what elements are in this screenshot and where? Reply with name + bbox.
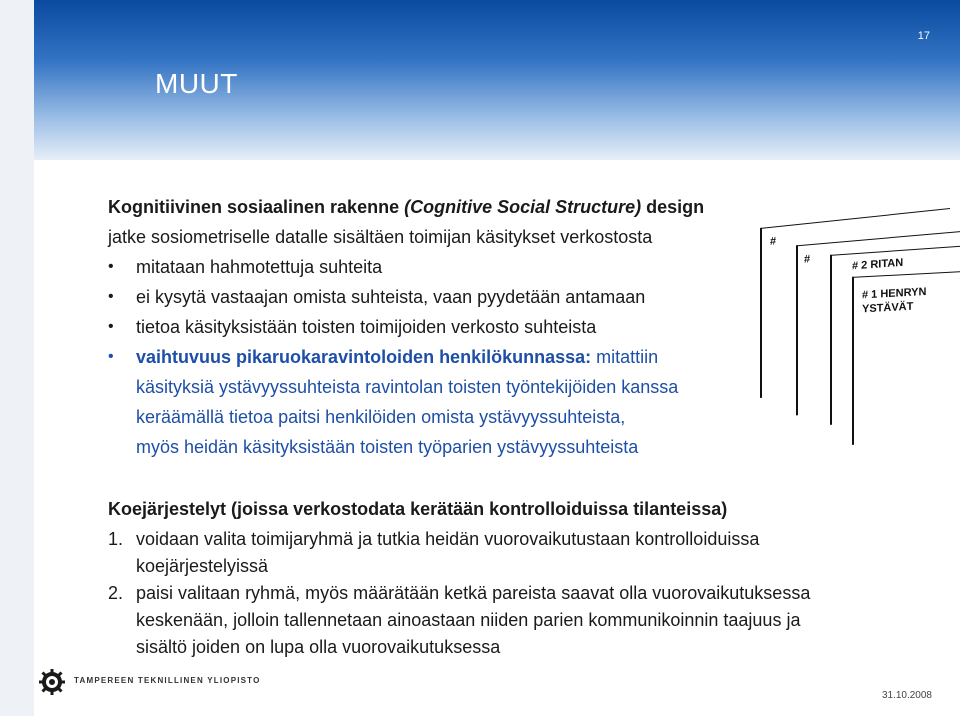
section-experiments: [108, 496, 948, 661]
bullet4-line: keräämällä tietoa paitsi henkilöiden omista ystävyyssuhteista,: [136, 407, 626, 427]
section1-heading: Kognitiivinen sosiaalinen rakenne (Cognitive Social Structure) design: [108, 197, 705, 217]
list-item: 2. paisi valitaan ryhmä, myös määrätään ketkä pareista saavat olla vuorovaikutuksessa keskenään, jolloin tallennetaan ainoastaan niiden parien kommunikoinnin taajuus ja sisältö joiden on lupa olla vuorovaikutuksessa: [108, 583, 811, 657]
card-henryn: # 1 HENRYN YSTÄVÄT: [852, 271, 960, 445]
bullet4-line: käsityksiä ystävyyssuhteista ravintolan toisten työntekijöiden kanssa: [136, 377, 679, 397]
section1-intro: jatke sosiometriselle datalle sisältäen toimijan käsitykset verkostosta: [108, 227, 653, 247]
gear-logo-icon: [38, 668, 66, 696]
stacked-cards-diagram: [760, 210, 960, 450]
card-ritan: # 2 RITAN: [830, 245, 960, 425]
bullet4-line: myös heidän käsityksistään toisten työparien ystävyyssuhteista: [136, 437, 639, 457]
card-back: #: [760, 208, 950, 398]
list-item: • mitataan hahmotettuja suhteita: [108, 252, 788, 282]
page-number: 17: [917, 30, 930, 42]
section2-heading: Koejärjestelyt (joissa verkostodata kerätään kontrolloiduissa tilanteissa): [108, 499, 728, 519]
bullet-icon: •: [108, 348, 114, 365]
list-item: • ei kysytä vastaajan omista suhteista, vaan pyydetään antamaan: [108, 282, 788, 312]
left-strip: [0, 0, 34, 716]
bullet-icon: •: [108, 288, 114, 305]
section-cognitive-structure: [108, 192, 788, 462]
bullet-icon: •: [108, 258, 114, 275]
university-name: TAMPEREEN TEKNILLINEN YLIOPISTO: [74, 676, 261, 685]
list-item: • vaihtuvuus pikaruokaravintoloiden henkilökunnassa: mitattiin: [108, 342, 788, 372]
list-item: 1. voidaan valita toimijaryhmä ja tutkia heidän vuorovaikutustaan kontrolloiduissa koejärjestelyissä: [108, 529, 760, 576]
slide-title: MUUT: [155, 68, 238, 99]
slide-date: 31.10.2008: [881, 690, 932, 701]
list-item: • tietoa käsityksistään toisten toimijoiden verkosto suhteista: [108, 312, 788, 342]
bullet-icon: •: [108, 318, 114, 335]
card-middle: #: [796, 231, 960, 416]
